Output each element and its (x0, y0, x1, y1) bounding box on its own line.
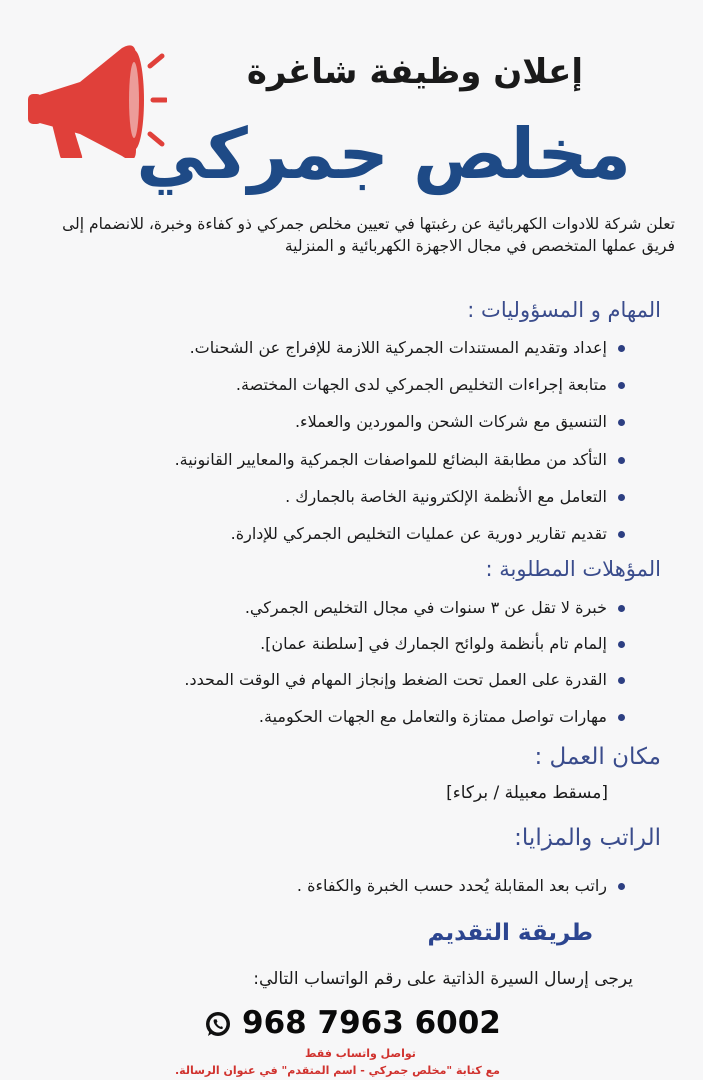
location-value: [مسقط معبيلة / بركاء] (446, 783, 608, 803)
salary-heading: الراتب والمزايا: (514, 825, 661, 851)
job-title: مخلص جمركي (136, 113, 631, 195)
whatsapp-contact[interactable] (204, 1005, 501, 1045)
list-item: التعامل مع الأنظمة الإلكترونية الخاصة بالجمارك . (175, 487, 625, 506)
list-item: التأكد من مطابقة البضائع للمواصفات الجمركية والمعايير القانونية. (175, 450, 625, 469)
list-item: متابعة إجراءات التخليص الجمركي لدى الجهات المختصة. (175, 375, 625, 394)
announcement-subtitle: إعلان وظيفة شاغرة (246, 52, 583, 92)
list-item: القدرة على العمل تحت الضغط وإنجاز المهام في الوقت المحدد. (184, 670, 625, 689)
bullet-icon (618, 605, 625, 612)
bullet-icon (618, 531, 625, 538)
qualifications-list (184, 598, 625, 726)
bullet-icon (618, 714, 625, 721)
bullet-icon (618, 345, 625, 352)
list-item: راتب بعد المقابلة يُحدد حسب الخبرة والكفاءة . (297, 876, 625, 895)
bullet-icon (618, 419, 625, 426)
bullet-icon (618, 382, 625, 389)
list-item: التنسيق مع شركات الشحن والموردين والعملاء. (175, 412, 625, 431)
location-heading: مكان العمل : (534, 744, 661, 770)
duties-list (175, 338, 625, 543)
qualifications-heading: المؤهلات المطلوبة : (485, 557, 661, 581)
subject-note: مع كتابة "مخلص جمركي - اسم المتقدم" في عنوان الرسالة. (175, 1064, 500, 1077)
salary-list (297, 876, 625, 895)
list-item: تقديم تقارير دورية عن عمليات التخليص الجمركي للإدارة. (175, 524, 625, 543)
bullet-icon (618, 457, 625, 464)
apply-instructions: يرجى إرسال السيرة الذاتية على رقم الواتساب التالي: (253, 969, 633, 989)
bullet-icon (618, 883, 625, 890)
contact-note: تواصل واتساب فقط (305, 1047, 416, 1060)
list-item: إعداد وتقديم المستندات الجمركية اللازمة للإفراج عن الشحنات. (175, 338, 625, 357)
list-item: إلمام تام بأنظمة ولوائح الجمارك في [سلطنة عمان]. (184, 634, 625, 653)
list-item: مهارات تواصل ممتازة والتعامل مع الجهات الحكومية. (184, 707, 625, 726)
bullet-icon (618, 677, 625, 684)
bullet-icon (618, 494, 625, 501)
intro-paragraph: تعلن شركة للادوات الكهربائية عن رغبتها في تعيين مخلص جمركي ذو كفاءة وخبرة، للانضمام إلى فريق عملها المتخصص في مجال الاجهزة الكهربائية و المنزلية (62, 215, 675, 256)
duties-heading: المهام و المسؤوليات : (467, 298, 661, 322)
apply-heading: طريقة التقديم (427, 920, 593, 946)
whatsapp-icon (204, 1010, 232, 1038)
phone-number[interactable]: 968 7963 6002 (242, 1005, 501, 1041)
bullet-icon (618, 641, 625, 648)
list-item: خبرة لا تقل عن ٣ سنوات في مجال التخليص الجمركي. (184, 598, 625, 617)
